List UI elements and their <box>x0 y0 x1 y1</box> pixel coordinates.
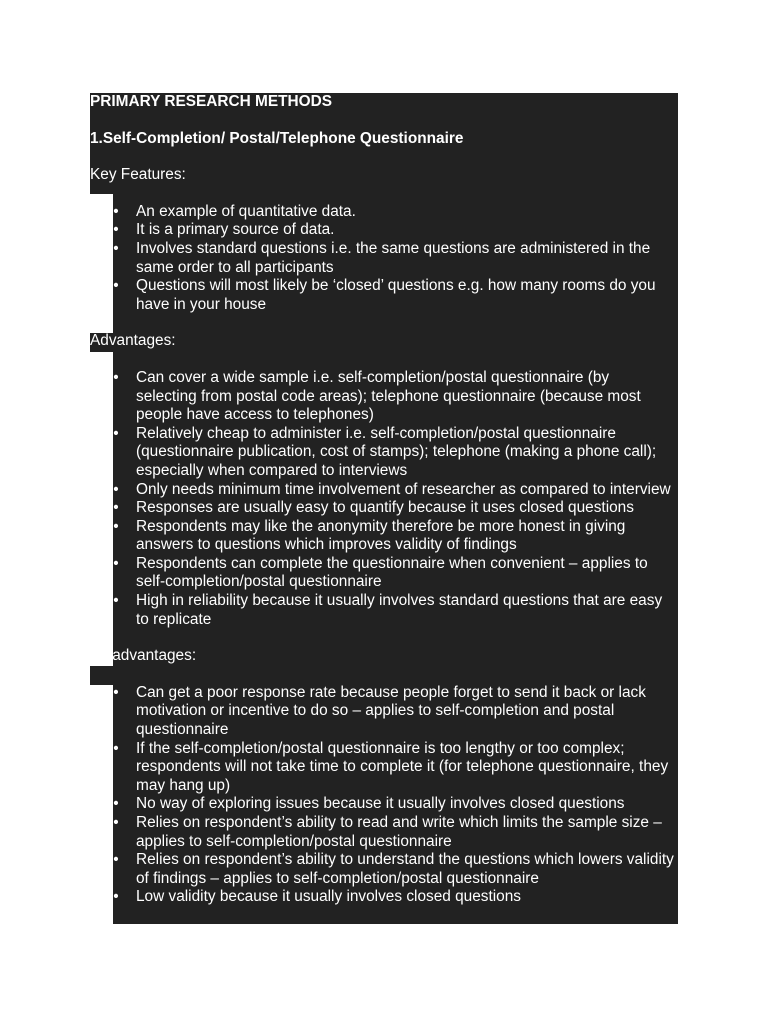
bullet-icon: • <box>113 683 119 701</box>
list-item <box>90 240 678 277</box>
list-item-text: Relies on respondent’s ability to understand the questions which lowers validity of findings – applies to self-completion/postal questionnaire <box>136 851 674 887</box>
list-item <box>90 369 678 425</box>
list-item <box>90 499 678 518</box>
list-item-text: An example of quantitative data. <box>136 202 356 220</box>
bullet-icon: • <box>113 554 119 572</box>
list-item-text: Relies on respondent’s ability to read and write which limits the sample size – applies to self-completion/postal questionnaire <box>136 814 662 850</box>
list-item-text: Can cover a wide sample i.e. self-completion/postal questionnaire (by selecting from postal code areas); telephone questionnaire (because most people have access to telephones) <box>136 368 641 424</box>
bullet-icon: • <box>113 592 119 610</box>
list-item <box>90 221 678 240</box>
advantages-label: Advantages: <box>90 332 176 350</box>
list-item-text: Involves standard questions i.e. the same questions are administered in the same order to all participants <box>136 239 651 276</box>
list-item <box>90 684 678 740</box>
list-item-text: Can get a poor response rate because people forget to send it back or lack motivation or incentive to do so – applies to self-completion and postal questionnaire <box>136 683 646 739</box>
disadvantages-label: Disadvantages: <box>90 647 197 665</box>
list-item <box>90 555 678 592</box>
key-features-list <box>90 203 678 315</box>
list-item <box>90 814 678 851</box>
advantages-list <box>90 369 678 629</box>
bullet-icon: • <box>113 795 119 813</box>
bullet-icon: • <box>113 424 119 442</box>
list-item <box>90 481 678 500</box>
bullet-icon: • <box>113 277 119 295</box>
key-features-label: Key Features: <box>90 166 186 184</box>
bullet-icon: • <box>113 739 119 757</box>
bullet-icon: • <box>113 368 119 386</box>
list-item <box>90 888 678 907</box>
list-item-text: Responses are usually easy to quantify because it uses closed questions <box>136 499 634 517</box>
bullet-icon: • <box>113 888 119 906</box>
list-item-text: It is a primary source of data. <box>136 221 335 239</box>
list-item <box>90 425 678 481</box>
bullet-icon: • <box>113 239 119 257</box>
list-item <box>90 851 678 888</box>
list-item <box>90 795 678 814</box>
list-item <box>90 518 678 555</box>
list-item-text: If the self-completion/postal questionnaire is too lengthy or too complex; respondents will not take time to complete it (for telephone questionnaire, they may hang up) <box>136 739 669 794</box>
list-item-text: No way of exploring issues because it usually involves closed questions <box>136 795 625 813</box>
list-item <box>90 277 678 314</box>
list-item-text: Only needs minimum time involvement of researcher as compared to interview <box>136 480 671 498</box>
list-item <box>90 592 678 629</box>
list-item-text: Respondents can complete the questionnaire when convenient – applies to self-completion/postal questionnaire <box>136 554 648 591</box>
bullet-icon: • <box>113 851 119 869</box>
bullet-icon: • <box>113 517 119 535</box>
document-title: PRIMARY RESEARCH METHODS <box>90 93 332 110</box>
list-item-text: High in reliability because it usually involves standard questions that are easy to replicate <box>136 592 663 628</box>
bullet-icon: • <box>113 814 119 831</box>
section-heading: 1.Self-Completion/ Postal/Telephone Questionnaire <box>90 129 464 147</box>
list-item-text: Relatively cheap to administer i.e. self-completion/postal questionnaire (questionnaire publication, cost of stamps); telephone (making a phone call); especially when compared to interviews <box>136 424 657 479</box>
bullet-icon: • <box>113 202 119 220</box>
list-item-text: Respondents may like the anonymity therefore be more honest in giving answers to questions which improves validity of findings <box>136 517 626 554</box>
bullet-icon: • <box>113 499 119 517</box>
bullet-icon: • <box>113 480 119 498</box>
document-body <box>90 93 678 925</box>
list-item-text: Low validity because it usually involves closed questions <box>136 888 521 906</box>
list-item <box>90 740 678 796</box>
list-item <box>90 203 678 222</box>
bullet-icon: • <box>113 221 119 239</box>
disadvantages-list <box>90 684 678 907</box>
list-item-text: Questions will most likely be ‘closed’ questions e.g. how many rooms do you have in your house <box>136 277 656 313</box>
